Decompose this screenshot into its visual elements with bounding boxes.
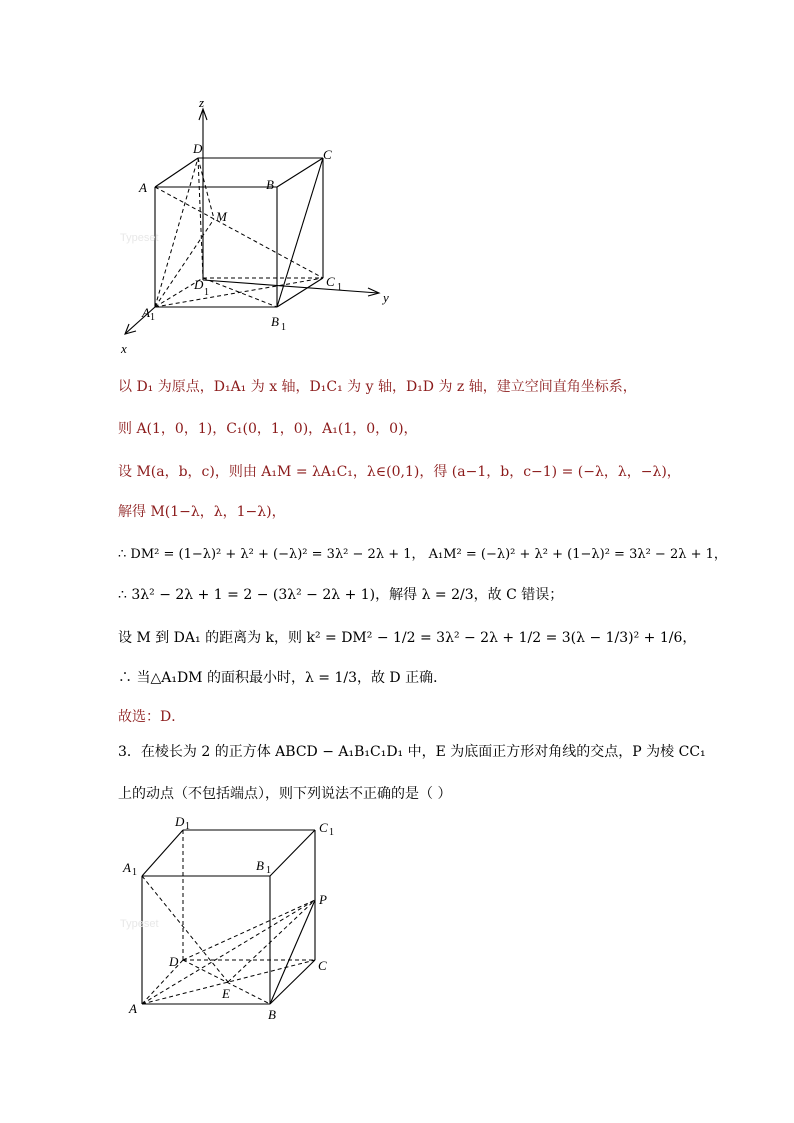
y-axis	[203, 280, 378, 293]
label-B1-sub: 1	[281, 322, 286, 333]
label-C1-sub: 1	[337, 282, 342, 293]
label-C1-sub: 1	[329, 827, 334, 838]
watermark-1: Typeset	[120, 232, 159, 244]
x-axis-label: x	[121, 341, 127, 356]
label-A1-sub: 1	[132, 867, 137, 878]
label-A: A	[139, 180, 147, 195]
label-E: E	[222, 986, 230, 1001]
solution-line-7: 设 M 到 DA₁ 的距离为 k，则 k² = DM² − 1/2 = 3λ² − 2λ + 1/2 = 3(λ − 1/3)² + 1/6，	[118, 630, 697, 646]
solution-line-6: ∴ 3λ² − 2λ + 1 = 2 − (3λ² − 2λ + 1)，解得 λ = 2/3，故 C 错误；	[118, 587, 564, 603]
label-C1: C	[326, 274, 335, 289]
label-A1: A	[123, 860, 131, 875]
problem-3-line-2: 上的动点（不包括端点），则下列说法不正确的是（ ）	[118, 786, 452, 802]
label-D: D	[193, 141, 203, 156]
solution-line-2: 则 A(1，0，1)，C₁(0，1，0)，A₁(1，0，0)，	[118, 421, 418, 437]
label-B1: B	[256, 858, 264, 873]
solution-line-1: 以 D₁ 为原点，D₁A₁ 为 x 轴，D₁C₁ 为 y 轴，D₁D 为 z 轴，建立空间直角坐标系，	[118, 379, 637, 395]
label-A: A	[129, 1001, 137, 1016]
solution-line-3: 设 M(a，b，c)，则由 A₁M = λA₁C₁，λ∈(0,1)，得 (a−1，b，c−1) = (−λ，λ，−λ)，	[118, 464, 681, 480]
problem-3-line-1: 3．在棱长为 2 的正方体 ABCD − A₁B₁C₁D₁ 中，E 为底面正方形对角线的交点，P 为棱 CC₁	[118, 744, 706, 760]
y-axis-label: y	[383, 290, 389, 305]
z-axis-label: z	[199, 95, 205, 110]
label-B1-sub: 1	[266, 865, 271, 876]
solution-line-5: ∴ DM² = (1−λ)² + λ² + (−λ)² = 3λ² − 2λ + 1， A₁M² = (−λ)² + λ² + (1−λ)² = 3λ² − 2λ + 1，	[118, 547, 727, 562]
label-B: B	[266, 177, 274, 192]
label-C: C	[323, 147, 332, 162]
label-D: D	[169, 954, 179, 969]
solution-line-4: 解得 M(1−λ，λ，1−λ)，	[118, 504, 286, 520]
label-C: C	[318, 958, 327, 973]
label-D1: D	[175, 814, 185, 829]
label-M: M	[216, 209, 227, 224]
label-A1: A	[142, 305, 150, 320]
label-D1: D	[194, 277, 204, 292]
label-D1-sub: 1	[204, 287, 209, 298]
label-D1-sub: 1	[185, 821, 190, 832]
label-P: P	[319, 892, 327, 907]
label-C1: C	[319, 820, 328, 835]
label-B: B	[268, 1007, 276, 1022]
figure-1-cube	[110, 95, 410, 365]
label-A1-sub: 1	[150, 312, 155, 323]
label-B1: B	[271, 314, 279, 329]
solution-line-8: ∴ 当△A₁DM 的面积最小时，λ = 1/3，故 D 正确．	[118, 670, 448, 686]
solution-answer: 故选：D．	[118, 709, 186, 725]
watermark-2: Typeset	[120, 918, 159, 930]
